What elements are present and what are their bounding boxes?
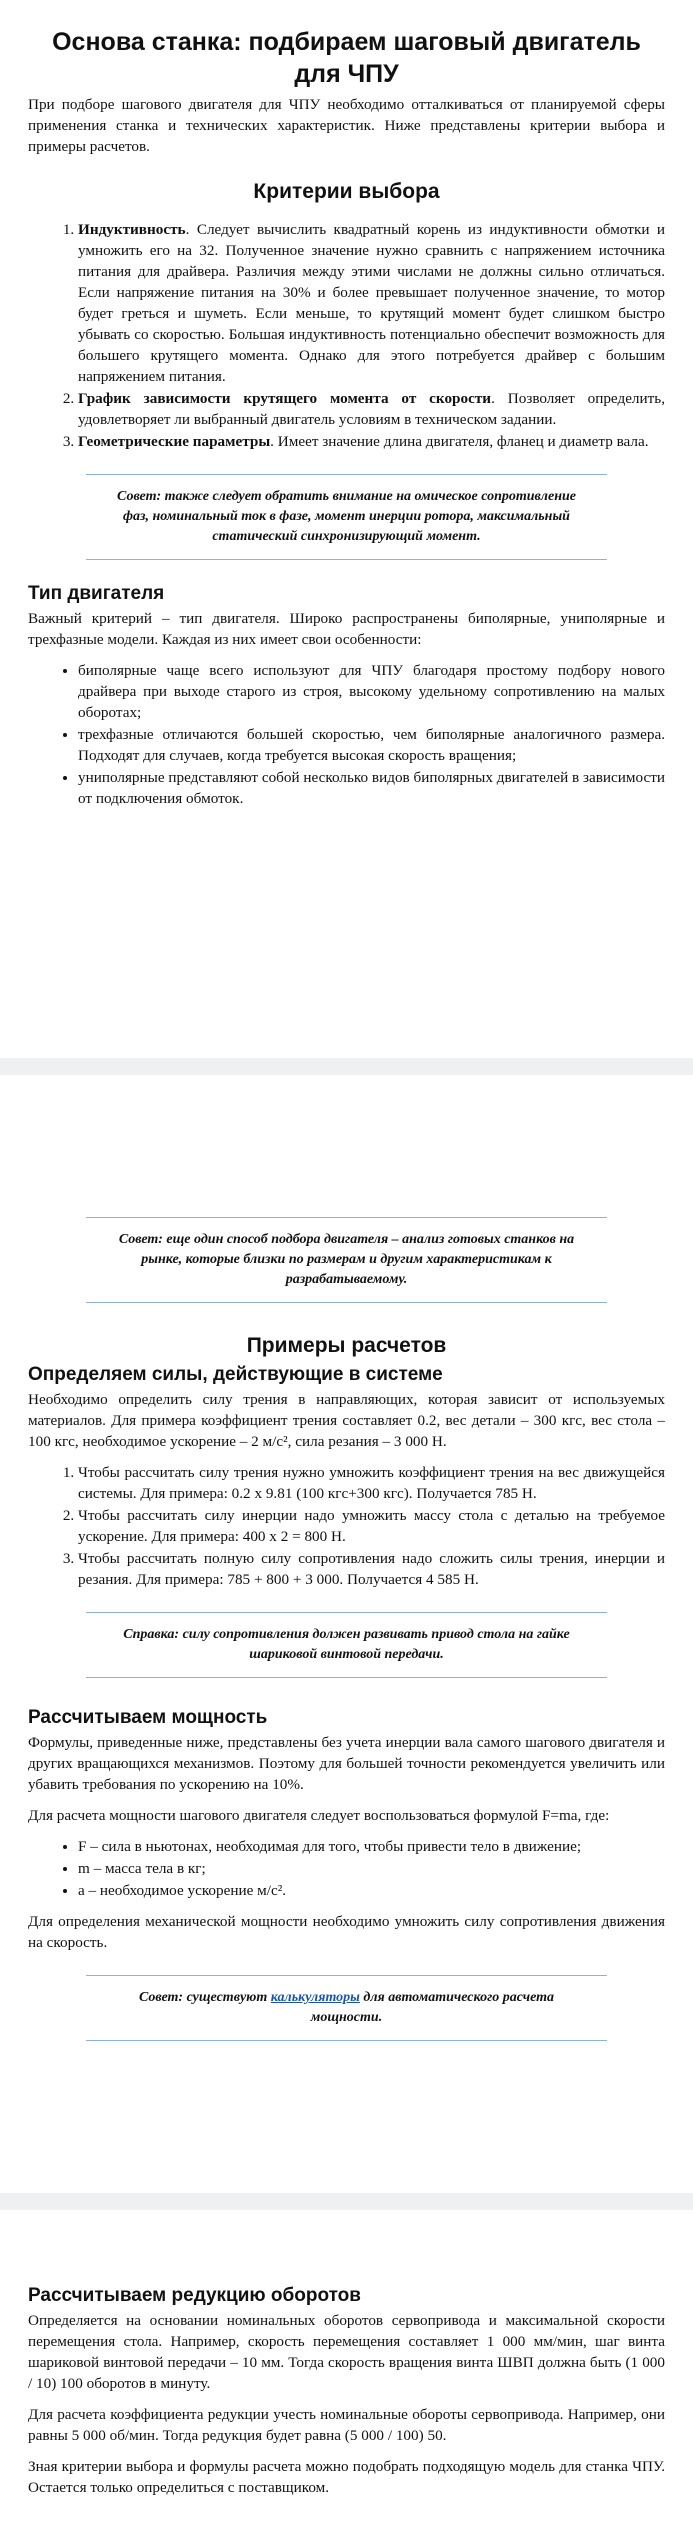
power-paragraph-2: Для расчета мощности шагового двигателя следует воспользоваться формулой F=ma, где: <box>28 1807 610 1824</box>
reduction-paragraph-1: Определяется на основании номинальных оборотов сервопривода и максимальной скорости перемещения стола. Например, скорость перемещения составляет 1 000 мм/мин, шаг винта шариковой винтовой передачи – 10 мм. Тогда скорость вращения винта ШВП должна быть (1 000 / 10) 100 оборотов в минуту. <box>28 2312 665 2392</box>
criterion-term: Индуктивность <box>78 221 186 238</box>
page-3 <box>0 2210 693 2525</box>
forces-list <box>28 1462 665 1590</box>
criterion-term: Геометрические параметры <box>78 433 271 450</box>
list-item: • униполярные представляют собой несколько видов биполярных двигателей в зависимости от подключения обмоток. <box>78 767 665 809</box>
reference-note: Справка: силу сопротивления должен развивать привод стола на гайке шариковой винтовой передачи. <box>86 1612 607 1678</box>
motor-type-heading: Тип двигателя <box>28 583 165 604</box>
note-text: для автоматического расчета мощности. <box>310 1990 555 2025</box>
forces-heading: Определяем силы, действующие в системе <box>28 1364 443 1385</box>
list-item <box>78 219 665 387</box>
intro-paragraph: При подборе шагового двигателя для ЧПУ необходимо отталкиваться от планируемой сферы применения станка и технических характеристик. Ниже представлены критерии выбора и примеры расчетов. <box>28 96 665 155</box>
criterion-text: . Следует вычислить квадратный корень из индуктивности обмотки и умножить его на 32. Полученное значение нужно сравнить с напряжением источника питания для драйвера. Различия между этими числами не должны сильно отличаться. Если напряжение питания на 30% и более превышает полученное значение, то мотор будет греться и шуметь. Если меньше, то крутящий момент будет слишком быстро убывать со скоростью. Большая индуктивность потенциально обеспечит возможность для большего крутящего момента. Однако для этого потребуется драйвер с большим напряжением питания. <box>78 221 665 385</box>
reduction-heading: Рассчитываем редукцию оборотов <box>28 2285 361 2306</box>
reduction-paragraph-2: Для расчета коэффициента редукции учесть номинальные обороты сервопривода. Например, они равны 5 000 об/мин. Тогда редукция будет равна (5 000 / 100) 50. <box>28 2406 665 2444</box>
tip-note-calculators <box>86 1975 607 2041</box>
tip-note-market: Совет: еще один способ подбора двигателя – анализ готовых станков на рынке, которые близки по размерам и другим характеристикам к разрабатываемому. <box>86 1217 607 1303</box>
criterion-term: График зависимости крутящего момента от скорости <box>78 390 492 407</box>
power-paragraph-3: Для определения механической мощности необходимо умножить силу сопротивления движения на скорость. <box>28 1913 665 1951</box>
motor-type-list <box>28 660 665 809</box>
page-1 <box>0 0 693 1058</box>
list-item: • a – необходимое ускорение м/с². <box>78 1880 665 1901</box>
criterion-text: . Позволяет определить, удовлетворяет ли выбранный двигатель условиям в техническом задании. <box>78 390 666 428</box>
examples-heading: Примеры расчетов <box>246 1334 447 1357</box>
criterion-text: . Имеет значение длина двигателя, фланец и диаметр вала. <box>270 433 649 450</box>
page-2 <box>0 1075 693 2193</box>
page-title: Основа станка: подбираем шаговый двигатель для ЧПУ <box>52 28 641 88</box>
note-text: Совет: существуют <box>138 1990 271 2005</box>
power-heading: Рассчитываем мощность <box>28 1707 268 1728</box>
criteria-heading: Критерии выбора <box>253 180 440 203</box>
list-item: 1. Чтобы рассчитать силу трения нужно умножить коэффициент трения на вес движущейся системы. Для примера: 0.2 x 9.81 (100 кгс+300 кгс). Получается 785 Н. <box>78 1462 665 1504</box>
list-item: • m – масса тела в кг; <box>78 1858 665 1879</box>
reduction-paragraph-3: Зная критерии выбора и формулы расчета можно подобрать подходящую модель для станка ЧПУ. Остается только определиться с поставщиком. <box>28 2458 665 2496</box>
list-item: 2. Чтобы рассчитать силу инерции надо умножить массу стола с деталью на требуемое ускорение. Для примера: 400 х 2 = 800 Н. <box>78 1505 665 1547</box>
list-item: • трехфазные отличаются большей скоростью, чем биполярные аналогичного размера. Подходят для случаев, когда требуется высокая скорость вращения; <box>78 724 665 766</box>
power-paragraph-1: Формулы, приведенные ниже, представлены без учета инерции вала самого шагового двигателя и других вращающихся механизмов. Поэтому для большей точности рекомендуется увеличить или убавить требования по ускорению на 10%. <box>28 1734 665 1793</box>
list-item: • биполярные чаще всего используют для ЧПУ благодаря простому подбору нового драйвера при выходе старого из строя, высокому удельному сопротивлению на малых оборотах; <box>78 660 665 723</box>
power-list <box>28 1836 665 1901</box>
list-item: • F – сила в ньютонах, необходимая для того, чтобы привести тело в движение; <box>78 1836 665 1857</box>
criteria-list <box>28 219 665 452</box>
list-item: 3. Чтобы рассчитать полную силу сопротивления надо сложить силы трения, инерции и резания. Для примера: 785 + 800 + 3 000. Получается 4 585 Н. <box>78 1548 665 1590</box>
list-item <box>78 431 665 452</box>
forces-paragraph: Необходимо определить силу трения в направляющих, которая зависит от используемых материалов. Для примера коэффициент трения составляет 0.2, вес детали – 300 кгс, вес стола – 100 кгс, необходимое ускорение – 2 м/с², сила резания – 3 000 Н. <box>28 1391 665 1450</box>
list-item <box>78 388 665 430</box>
motor-type-paragraph: Важный критерий – тип двигателя. Широко распространены биполярные, униполярные и трехфазные модели. Каждая из них имеет свои особенности: <box>28 610 665 648</box>
calculators-link[interactable]: калькуляторы <box>270 1990 360 2005</box>
tip-note-criteria: Совет: также следует обратить внимание на омическое сопротивление фаз, номинальный ток в фазе, момент инерции ротора, максимальный статический синхронизирующий момент. <box>86 474 607 560</box>
